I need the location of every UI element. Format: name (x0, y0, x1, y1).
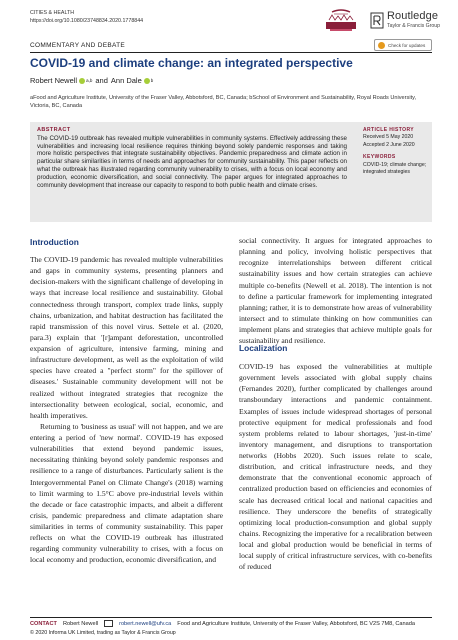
author-affiliations: aFood and Agriculture Institute, University of the Fraser Valley, Abbotsford, BC, Canada; bSchool of Environment and Sustainability, Royal Roads University, Victoria, BC, Canada (30, 95, 417, 109)
article-history-label: ARTICLE HISTORY (363, 127, 415, 133)
body-paragraph: COVID-19 has exposed the vulnerabilities at multiple government levels associated with global supply chains (Fernandes 2020), further complicated by challenges around transboundary interactions and pandemic containment. Examples of issues include widespread shortages of personal protective equipment for medical professionals and food system problems related to labour shortages, 'just-in-time' inventory management, and disruptions to transportation networks (Hobbs 2020). Such issues relate to scale, distribution, and critical infrastructure needs, and they demonstrate that the conventional economic approach of centralized production based on efficiencies and economies of scale has decreased critical local and national capacities and resilience. They underscore the benefits of strategically optimizing local production-consumption and global supply chains. Recognizing the imperative for a recalibration between local and global production would be beneficial in terms of local supply of critical infrastructure services, with co-benefits of reduced (239, 362, 432, 572)
article-title: COVID-19 and climate change: an integrated perspective (30, 56, 353, 70)
copyright-notice: © 2020 Informa UK Limited, trading as Taylor & Francis Group (30, 630, 176, 636)
body-column-right-bottom (239, 361, 432, 572)
article-section-label: COMMENTARY AND DEBATE (30, 42, 126, 49)
body-paragraph: The COVID-19 pandemic has revealed multiple vulnerabilities and gaps in community systems, presenting planners and decision-makers with the significant challenge of developing in ways that increase local resilience and sustainability. Global connectedness through transport, complex trade links, supply chains, urbanization, and habitat destruction has facilitated the rapid transmission of this novel virus. Settele et al. (2020, para.3) explain that '[r]ampant deforestation, uncontrolled expansion of agriculture, intensive farming, mining and infrastructure development, as well as the exploitation of wild species have created a "perfect storm" for the spillover of diseases.' Sustainable community development will not be realized without integrated strategies that recognize the intersectionality between ecological, social, economic, and health imperatives. (30, 255, 223, 420)
orcid-icon[interactable] (79, 78, 85, 84)
publisher-name: Routledge (387, 10, 439, 22)
article-metadata (363, 127, 428, 176)
author-name[interactable]: Ann Dale (110, 76, 142, 85)
journal-name: CITIES & HEALTH (30, 10, 75, 16)
body-paragraph: Returning to 'business as usual' will not happen, and we are entering a period of 'new normal'. COVID-19 has exposed vulnerabilities that extend beyond pandemic issues, necessitating thinking beyond solely pandemic responses and resilience to a range of disturbances. Particularly salient is the Intergovernmental Panel on Climate Change's (2018) warning to limit warming to 1.5°C above pre-industrial levels within the decade or face catastrophic impacts, and albeit a different crisis, pandemic preparedness and climate adaptation share similarities in terms of community sustainability. This paper reflects on what the COVID-19 outbreak has illustrated regarding community vulnerability to crises, with a focus on local economy and production, economic diversification, and (30, 421, 223, 565)
body-column-right-top (239, 235, 432, 346)
section-heading-localization: Localization (239, 343, 288, 353)
update-status-icon (378, 42, 385, 49)
abstract-text: The COVID-19 outbreak has revealed multiple vulnerabilities in community systems. Effectively addressing these vulnerabilities and increasing local resilience requires thinking beyond solely pandemic responses and taking more holistic perspectives that integrate sustainability objectives. Pandemic preparedness and climate action in particular share similarities in terms of needs and approaches for community sustainability. This paper reflects on what the outbreak has illustrated regarding community vulnerability to crises, with a focus on local economy and production, economic diversification, and social connectivity. The paper argues for integrated approaches to community development that increase our capacity to respond to both public health and climate crises. (37, 134, 347, 189)
check-for-updates-label: Check for updates (388, 42, 426, 48)
author-separator: and (95, 76, 108, 85)
body-column-left (30, 254, 223, 566)
orcid-icon[interactable] (144, 78, 150, 84)
keywords-label: KEYWORDS (363, 154, 396, 161)
abstract-box (30, 122, 432, 222)
received-date: Received 5 May 2020 (363, 134, 414, 141)
publisher-subtitle: Taylor & Francis Group (387, 23, 441, 29)
contact-email-link[interactable]: robert.newell@ufv.ca (119, 620, 172, 627)
author-affiliation-marker: b (150, 78, 154, 83)
author-name[interactable]: Robert Newell (30, 76, 78, 85)
accepted-date: Accepted 2 June 2020 (363, 141, 415, 148)
email-icon (104, 620, 113, 627)
article-doi-link[interactable]: https://doi.org/10.1080/23748834.2020.1778844 (30, 17, 144, 24)
contact-name: Robert Newell (62, 620, 99, 627)
author-affiliation-marker: a,b (86, 78, 93, 83)
body-paragraph: social connectivity. It argues for integrated approaches to planning and policy, involving holistic perspectives that recognize interrelationships between different critical sustainability issues and how certain strategies can achieve multiple co-benefits (Newell et al. 2018). The intention is not to define a particular framework for implementing integrated planning; rather, it is to demonstrate how areas of vulnerability intersect and to stimulate thinking on how communities can implement plans and strategies that achieve multiple goals for sustainability and resilience. (239, 236, 432, 346)
abstract (37, 127, 347, 189)
journal-header (30, 10, 143, 25)
abstract-label: ABSTRACT (37, 127, 71, 133)
footer-divider (30, 617, 432, 618)
contact-address: Food and Agriculture Institute, University of the Fraser Valley, Abbotsford, BC V2S 7M8, Canada (177, 620, 415, 627)
routledge-mark-icon (370, 12, 384, 29)
contact-label: CONTACT (30, 620, 57, 627)
check-for-updates-button[interactable] (374, 39, 432, 51)
header-divider (30, 52, 432, 53)
cities-health-logo (322, 9, 360, 33)
keywords-text: COVID-19; climate change; integrated strategies (363, 161, 427, 176)
section-heading-introduction: Introduction (30, 237, 79, 247)
author-list (30, 76, 153, 85)
contact-footer (30, 620, 432, 627)
